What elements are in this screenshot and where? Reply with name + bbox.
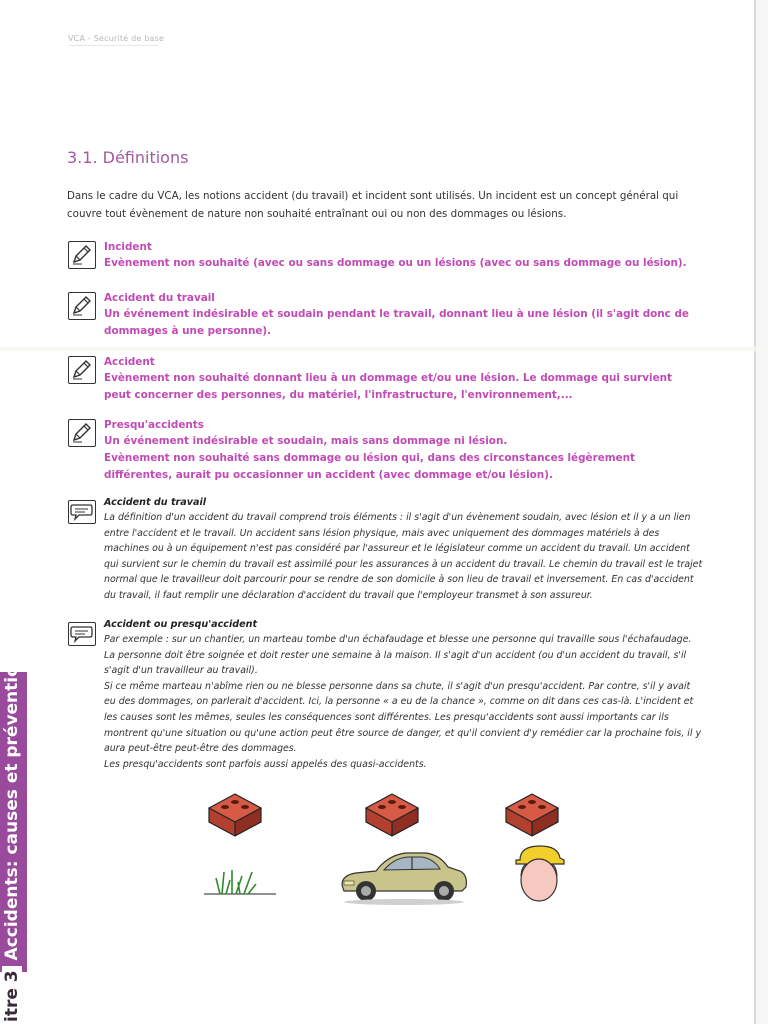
definition-description: Evènement non souhaité sans dommage ou lésion qui, dans des circonstances légèrement différentes, aurait pu occasionner un accident (avec dommage et/ou lésion). bbox=[104, 452, 636, 481]
grass-icon bbox=[202, 858, 280, 900]
speech-bubble-icon bbox=[68, 622, 96, 646]
pencil-icon bbox=[68, 241, 96, 269]
intro-paragraph: Dans le cadre du VCA, les notions accident (du travail) et incident sont utilisés. Un incident est un concept général qui couvre tout évènement de nature non souhaité entraînant oui ou non des dommages ou lésions. bbox=[67, 190, 679, 220]
running-head: VCA - Sécurité de base bbox=[68, 34, 165, 43]
chapter-title: Accidents: causes et prévention bbox=[2, 653, 22, 961]
chapter-tab-label bbox=[2, 653, 26, 1022]
section-title: 3.1. Définitions bbox=[67, 148, 189, 167]
definition-description: Evènement non souhaité donnant lieu à un dommage et/ou une lésion. Le dommage qui survient peut concerner des personnes, du matériel, l'infrastructure, l'environnement,... bbox=[104, 372, 672, 401]
definition-term: Accident bbox=[104, 356, 155, 368]
note-paragraph: Si ce même marteau n'abîme rien ou ne blesse personne dans sa chute, il s'agit d'un presqu'accident. Par contre, s'il y avait eu des dommages, on parlerait d'accident. Ici, la personne « a eu de la chance », comme on dit dans ces cas-là. L'incident et les causes sont les mêmes, seules les conséquences sont différentes. Les presqu'accidents sont aussi importants car ils montrent qu'une situation ou qu'une action peut être source de danger, et qu'il convient d'y remédier car la prochaine fois, il y aura peut-être peut-être des dommages. bbox=[104, 680, 702, 755]
pencil-icon bbox=[68, 419, 96, 447]
note-paragraph: La définition d'un accident du travail comprend trois éléments : il s'agit d'un évènement soudain, avec lésion et il y a un lien entre l'accident et le travail. Un accident sans lésion physique, mais avec uniquement des dommages matériels à des machines ou à un équipement n'est pas considéré par l'assureur et le législateur comme un accident du travail. Un accident qui survient sur le chemin du travail est assimilé pour les assurances à un accident du travail. Le chemin du travail est le trajet normal que le travailleur doit parcourir pour se rendre de son domicile à son lieu de travail et inversement. En cas d'accident du travail, il faut remplir une déclaration d'accident du travail que l'employeur transmet à son assureur. bbox=[104, 512, 703, 601]
note-paragraph: Les presqu'accidents sont parfois aussi appelés des quasi-accidents. bbox=[104, 758, 427, 770]
definition-term: Presqu'accidents bbox=[104, 419, 204, 431]
pencil-icon bbox=[68, 292, 96, 320]
page-edge-line bbox=[754, 0, 756, 1024]
scan-artifact bbox=[0, 345, 768, 353]
definition-description: Un événement indésirable et soudain pendant le travail, donnant lieu à une lésion (il s'agit donc de dommages à une personne). bbox=[104, 308, 689, 337]
running-head-rule bbox=[68, 45, 158, 46]
speech-bubble-icon bbox=[68, 500, 96, 524]
car-icon bbox=[336, 845, 472, 907]
page-edge bbox=[756, 0, 768, 1024]
definition-term: Incident bbox=[104, 241, 152, 253]
note-title: Accident ou presqu'accident bbox=[104, 619, 258, 630]
definition-term: Accident du travail bbox=[104, 292, 215, 304]
brick-icon bbox=[362, 790, 422, 840]
pencil-icon bbox=[68, 356, 96, 384]
chapter-number: itre 3 bbox=[2, 966, 22, 1022]
brick-icon bbox=[205, 790, 265, 840]
note-paragraph: Par exemple : sur un chantier, un marteau tombe d'un échafaudage et blesse une personne qui travaille sous l'échafaudage. La personne doit être soignée et doit rester une semaine à la maison. Il s'agit d'un accident (ou d'un accident du travail, s'il s'agit d'un travailleur au travail). bbox=[104, 634, 692, 677]
brick-icon bbox=[502, 790, 562, 840]
definition-description: Evènement non souhaité (avec ou sans dommage ou un lésions (avec ou sans dommage ou lésion). bbox=[104, 257, 687, 269]
note-title: Accident du travail bbox=[104, 497, 207, 508]
worker-head-icon bbox=[510, 842, 568, 904]
definition-description: Un événement indésirable et soudain, mais sans dommage ni lésion. bbox=[104, 435, 508, 447]
